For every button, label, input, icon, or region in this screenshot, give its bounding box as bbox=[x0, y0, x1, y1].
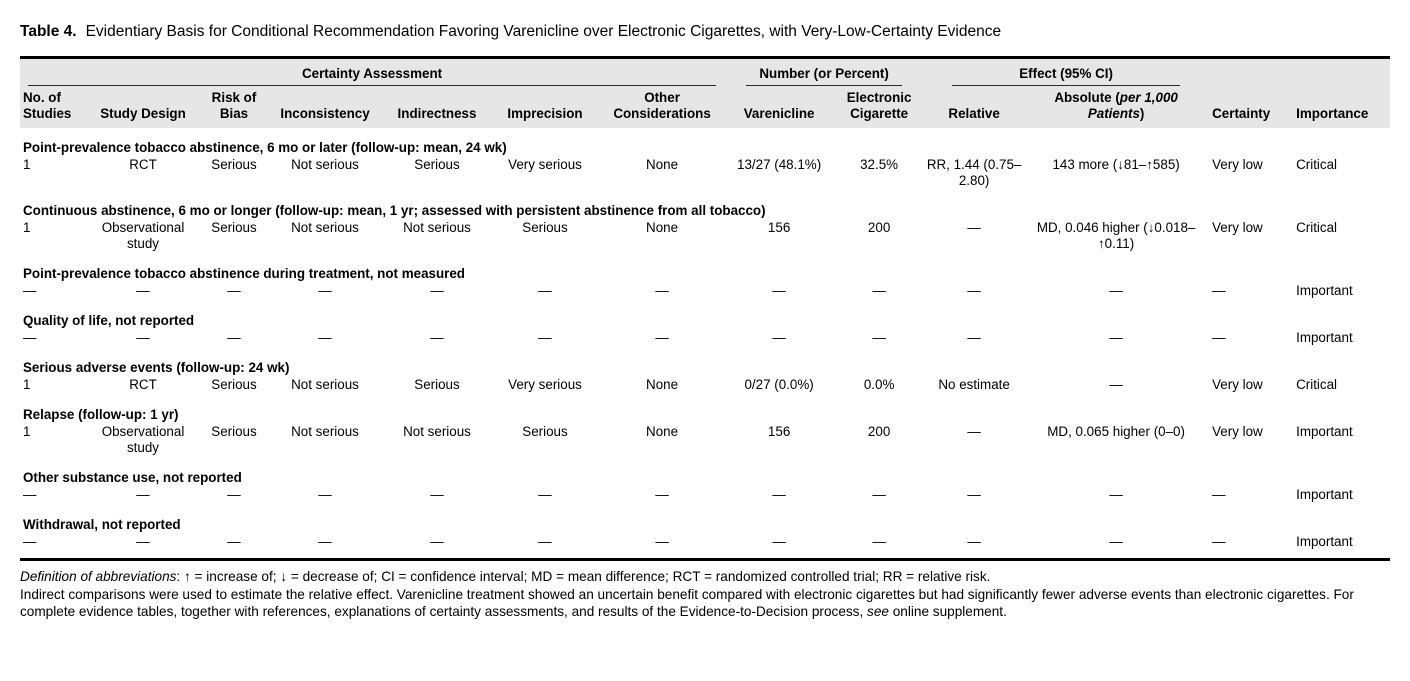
cell: 32.5% bbox=[860, 157, 899, 172]
cell: Serious bbox=[211, 377, 257, 392]
cell: Observational study bbox=[101, 424, 185, 455]
spanner-row bbox=[20, 58, 1390, 87]
col-indirectness: Indirectness bbox=[397, 106, 477, 121]
col-absolute-suffix: ) bbox=[1139, 106, 1145, 121]
table-title bbox=[20, 22, 1390, 41]
cell: RCT bbox=[129, 157, 157, 172]
cell: — bbox=[772, 534, 786, 549]
cell: — bbox=[227, 330, 241, 345]
spanner-certainty-assessment-label: Certainty Assessment bbox=[28, 66, 716, 86]
data-row bbox=[20, 377, 1390, 395]
cell: — bbox=[538, 534, 552, 549]
spanner-number-or-percent bbox=[724, 58, 924, 87]
cell: — bbox=[967, 220, 981, 235]
section-header-row bbox=[20, 505, 1390, 534]
spanner-empty-certainty bbox=[1208, 58, 1292, 87]
data-row bbox=[20, 283, 1390, 301]
cell: 1 bbox=[23, 424, 31, 439]
section-header: Quality of life, not reported bbox=[23, 313, 195, 328]
cell: — bbox=[430, 330, 444, 345]
cell: — bbox=[318, 487, 332, 502]
cell: Not serious bbox=[403, 424, 471, 439]
cell: Important bbox=[1296, 487, 1353, 502]
section-header-row bbox=[20, 348, 1390, 377]
col-absolute-prefix: Absolute ( bbox=[1054, 90, 1120, 105]
cell: Critical bbox=[1296, 157, 1338, 172]
col-electronic-cigarette: Electronic Cigarette bbox=[846, 90, 912, 121]
section-header-row bbox=[20, 254, 1390, 283]
evidence-table bbox=[20, 56, 1390, 561]
cell: Very low bbox=[1212, 377, 1263, 392]
section-header-row bbox=[20, 191, 1390, 220]
cell: — bbox=[23, 330, 37, 345]
section-header: Point-prevalence tobacco abstinence, 6 mo or later (follow-up: mean, 24 wk) bbox=[23, 140, 507, 155]
cell: Important bbox=[1296, 330, 1353, 345]
section-header-row bbox=[20, 301, 1390, 330]
cell: — bbox=[136, 283, 150, 298]
cell: 1 bbox=[23, 377, 31, 392]
cell: 143 more (↓81–↑585) bbox=[1052, 157, 1180, 172]
col-varenicline: Varenicline bbox=[743, 106, 815, 121]
section-header: Point-prevalence tobacco abstinence during treatment, not measured bbox=[23, 266, 465, 281]
cell: 13/27 (48.1%) bbox=[737, 157, 822, 172]
cell: MD, 0.065 higher (0–0) bbox=[1047, 424, 1185, 439]
general-note-text-1: Indirect comparisons were used to estimate the relative effect. Varenicline treatment showed an uncertain benefit compared with electronic cigarettes but had significantly fewer adverse events than electronic cigarettes. For complete evidence tables, together with references, explanations of certainty assessments, and results of the Evidence-to-Decision process, bbox=[20, 586, 1354, 619]
cell: Not serious bbox=[291, 157, 359, 172]
table-caption: Evidentiary Basis for Conditional Recommendation Favoring Varenicline over Electronic Cigarettes, with Very-Low-Certainty Evidence bbox=[85, 23, 1002, 40]
cell: Observational study bbox=[101, 220, 185, 251]
abbreviations-text: : ↑ = increase of; ↓ = decrease of; CI = confidence interval; MD = mean difference; RCT = randomized controlled trial; RR = relative risk. bbox=[176, 569, 991, 584]
cell: — bbox=[538, 487, 552, 502]
cell: — bbox=[1109, 330, 1123, 345]
cell: — bbox=[967, 283, 981, 298]
abbreviations-note bbox=[20, 568, 1398, 586]
cell: 200 bbox=[867, 424, 891, 439]
cell: — bbox=[1212, 330, 1226, 345]
cell: — bbox=[772, 330, 786, 345]
cell: — bbox=[967, 424, 981, 439]
cell: — bbox=[430, 534, 444, 549]
cell: Very low bbox=[1212, 220, 1263, 235]
cell: — bbox=[1109, 487, 1123, 502]
cell: Serious bbox=[414, 157, 460, 172]
section-header-row bbox=[20, 458, 1390, 487]
section-header-row bbox=[20, 128, 1390, 157]
cell: 1 bbox=[23, 157, 31, 172]
cell: RR, 1.44 (0.75–2.80) bbox=[926, 157, 1022, 188]
cell: Serious bbox=[414, 377, 460, 392]
cell: 156 bbox=[767, 424, 791, 439]
table-number: Table 4. bbox=[20, 23, 77, 40]
general-note bbox=[20, 586, 1398, 621]
col-absolute-italic: per 1,000 Patients bbox=[1087, 90, 1178, 121]
cell: — bbox=[872, 487, 886, 502]
section-header: Other substance use, not reported bbox=[23, 470, 242, 485]
cell: — bbox=[967, 330, 981, 345]
cell: Very low bbox=[1212, 424, 1263, 439]
cell: Very serious bbox=[508, 377, 582, 392]
cell: Very low bbox=[1212, 157, 1263, 172]
cell: — bbox=[23, 534, 37, 549]
cell: — bbox=[1109, 377, 1123, 392]
cell: — bbox=[136, 330, 150, 345]
cell: Serious bbox=[211, 220, 257, 235]
cell: 156 bbox=[767, 220, 791, 235]
cell: — bbox=[1212, 534, 1226, 549]
col-inconsistency: Inconsistency bbox=[280, 106, 370, 121]
cell: — bbox=[430, 487, 444, 502]
cell: — bbox=[872, 534, 886, 549]
data-row bbox=[20, 330, 1390, 348]
spanner-certainty-assessment bbox=[20, 58, 724, 87]
cell: Not serious bbox=[291, 424, 359, 439]
col-study-design: Study Design bbox=[100, 106, 186, 121]
col-relative: Relative bbox=[948, 106, 1000, 121]
cell: — bbox=[872, 283, 886, 298]
general-note-see: see bbox=[867, 604, 889, 619]
data-row bbox=[20, 220, 1390, 254]
cell: — bbox=[655, 487, 669, 502]
cell: Not serious bbox=[291, 220, 359, 235]
cell: — bbox=[227, 534, 241, 549]
cell: — bbox=[1212, 487, 1226, 502]
spanner-effect-ci bbox=[924, 58, 1208, 87]
cell: — bbox=[318, 330, 332, 345]
cell: None bbox=[646, 157, 679, 172]
section-header: Serious adverse events (follow-up: 24 wk) bbox=[23, 360, 290, 375]
cell: — bbox=[655, 330, 669, 345]
cell: — bbox=[136, 487, 150, 502]
cell: Important bbox=[1296, 424, 1353, 439]
cell: None bbox=[646, 220, 679, 235]
general-note-text-2: online supplement. bbox=[888, 604, 1007, 619]
cell: Serious bbox=[211, 157, 257, 172]
cell: — bbox=[23, 487, 37, 502]
cell: 0.0% bbox=[863, 377, 895, 392]
data-row bbox=[20, 157, 1390, 191]
cell: — bbox=[655, 283, 669, 298]
cell: — bbox=[872, 330, 886, 345]
cell: RCT bbox=[129, 377, 157, 392]
spanner-number-or-percent-label: Number (or Percent) bbox=[746, 66, 902, 86]
cell: Serious bbox=[211, 424, 257, 439]
cell: — bbox=[967, 487, 981, 502]
cell: — bbox=[538, 283, 552, 298]
cell: — bbox=[772, 283, 786, 298]
section-header: Relapse (follow-up: 1 yr) bbox=[23, 407, 179, 422]
cell: Critical bbox=[1296, 220, 1338, 235]
cell: 200 bbox=[867, 220, 891, 235]
cell: Important bbox=[1296, 283, 1353, 298]
table-header bbox=[20, 58, 1390, 129]
cell: 0/27 (0.0%) bbox=[744, 377, 814, 392]
col-certainty: Certainty bbox=[1212, 106, 1271, 121]
cell: — bbox=[967, 534, 981, 549]
col-risk-of-bias: Risk of Bias bbox=[211, 90, 257, 121]
col-imprecision: Imprecision bbox=[507, 106, 583, 121]
cell: Serious bbox=[522, 220, 568, 235]
cell: — bbox=[318, 283, 332, 298]
cell: MD, 0.046 higher (↓0.018–↑0.11) bbox=[1036, 220, 1196, 251]
cell: — bbox=[318, 534, 332, 549]
cell: Not serious bbox=[291, 377, 359, 392]
cell: No estimate bbox=[938, 377, 1010, 392]
cell: Serious bbox=[522, 424, 568, 439]
cell: Very serious bbox=[508, 157, 582, 172]
cell: — bbox=[136, 534, 150, 549]
col-absolute bbox=[1024, 86, 1208, 128]
section-header: Continuous abstinence, 6 mo or longer (follow-up: mean, 1 yr; assessed with persistent abstinence from all tobacco) bbox=[23, 203, 766, 218]
cell: Not serious bbox=[403, 220, 471, 235]
abbreviations-lead: Definition of abbreviations bbox=[20, 569, 177, 584]
data-row bbox=[20, 487, 1390, 505]
cell: — bbox=[1212, 283, 1226, 298]
cell: — bbox=[227, 283, 241, 298]
spanner-empty-importance bbox=[1292, 58, 1390, 87]
cell: — bbox=[1109, 283, 1123, 298]
section-header-row bbox=[20, 395, 1390, 424]
col-importance: Importance bbox=[1296, 106, 1369, 121]
cell: — bbox=[655, 534, 669, 549]
cell: Critical bbox=[1296, 377, 1338, 392]
cell: 1 bbox=[23, 220, 31, 235]
data-row bbox=[20, 424, 1390, 458]
cell: None bbox=[646, 377, 679, 392]
spanner-effect-ci-label: Effect (95% CI) bbox=[952, 66, 1180, 86]
table-body bbox=[20, 128, 1390, 560]
data-row bbox=[20, 534, 1390, 560]
cell: — bbox=[772, 487, 786, 502]
column-header-row bbox=[20, 86, 1390, 128]
cell: Important bbox=[1296, 534, 1353, 549]
cell: — bbox=[430, 283, 444, 298]
col-other-considerations: Other Considerations bbox=[613, 90, 711, 121]
cell: — bbox=[23, 283, 37, 298]
section-header: Withdrawal, not reported bbox=[23, 517, 181, 532]
cell: — bbox=[1109, 534, 1123, 549]
cell: — bbox=[538, 330, 552, 345]
cell: None bbox=[646, 424, 679, 439]
footnotes bbox=[20, 568, 1398, 621]
col-no-of-studies: No. of Studies bbox=[23, 90, 72, 121]
cell: — bbox=[227, 487, 241, 502]
